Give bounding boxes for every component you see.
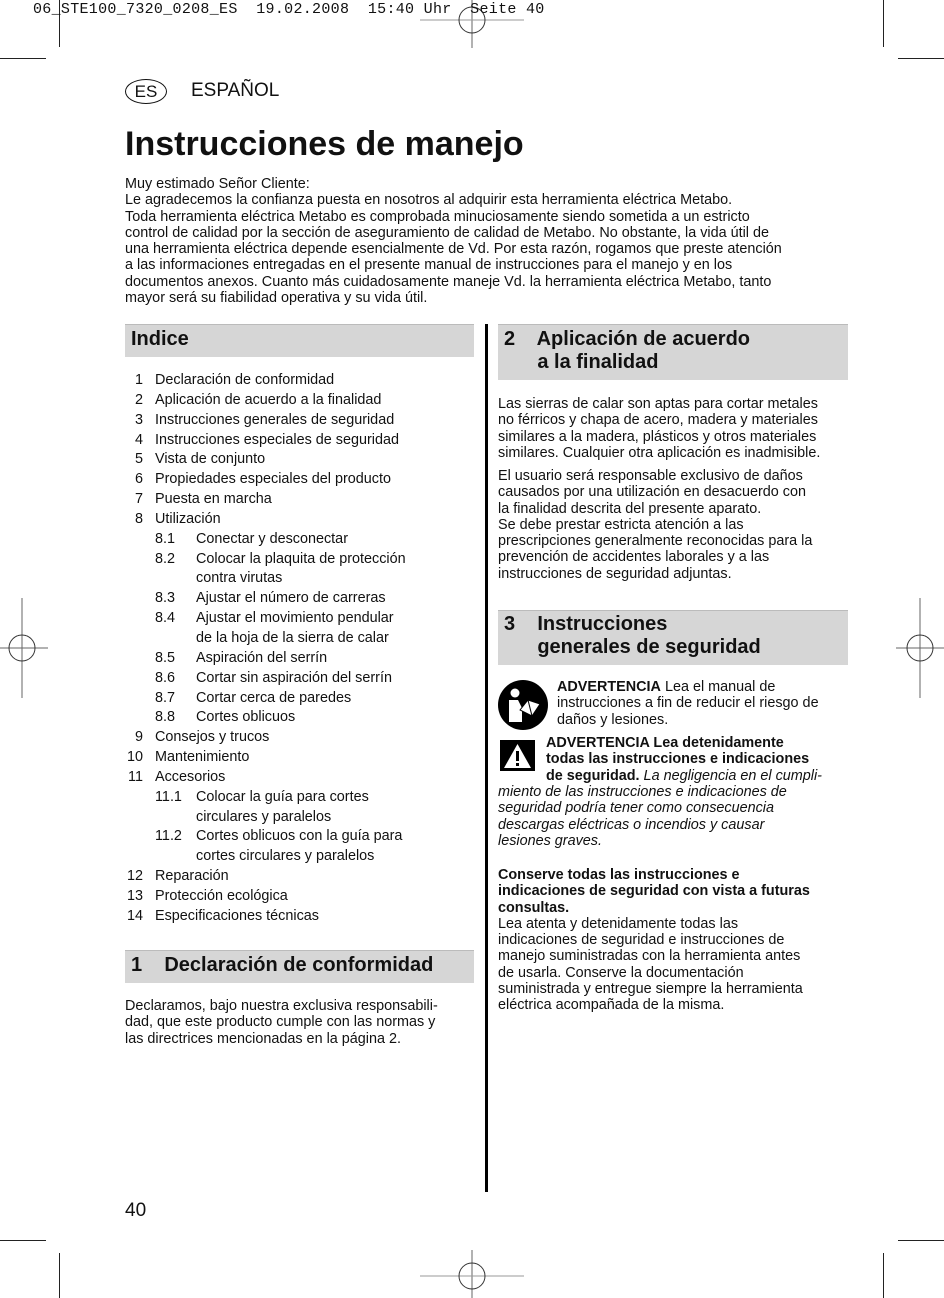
toc-label: Colocar la guía para cortes (196, 788, 369, 805)
toc-number: 8.2 (155, 550, 176, 567)
toc-item (125, 411, 475, 431)
toc-item (125, 431, 475, 451)
section-3-heading: 3 Instrucciones generales de seguridad (504, 613, 761, 658)
text-segment: indicaciones de seguridad e instrucciones de (498, 932, 785, 949)
toc-label: Ajustar el número de carreras (196, 590, 386, 607)
toc-label: Especificaciones técnicas (155, 907, 319, 924)
toc-item (125, 609, 475, 629)
index-heading: Indice (131, 328, 189, 350)
warning-triangle-icon (500, 740, 535, 771)
toc-item (125, 589, 475, 609)
page-title: Instrucciones de manejo (125, 125, 524, 163)
toc-number: 8.8 (155, 709, 176, 726)
warning-safety-instructions (546, 735, 822, 784)
text-line: dad, que este producto cumple con las normas y (125, 1014, 436, 1031)
toc-number: 2 (134, 391, 143, 408)
toc-label: Conectar y desconectar (196, 530, 348, 547)
text-segment: Lea atenta y detenidamente todas las (498, 915, 739, 932)
toc-number: 8.1 (155, 530, 176, 547)
text-segment: seguridad podría tener como consecuencia (498, 800, 774, 817)
toc-item (125, 827, 475, 847)
text-segment: manejo suministradas con la herramienta antes (498, 948, 801, 965)
toc-item (125, 490, 475, 510)
text-segment: todas las instrucciones e indicaciones (546, 751, 810, 768)
section-1-heading: 1 Declaración de conformidad (131, 954, 434, 976)
text-segment: eléctrica acompañada de la misma. (498, 997, 725, 1014)
toc-item (125, 788, 475, 808)
toc-item (125, 530, 475, 550)
text-segment: indicaciones de seguridad con vista a futuras (498, 883, 810, 900)
toc-label: Puesta en marcha (155, 491, 272, 508)
text-line: Le agradecemos la confianza puesta en nosotros al adquirir esta herramienta eléctrica Metabo. (125, 192, 733, 209)
toc-item (125, 689, 475, 709)
text-line: la finalidad descrita del presente aparato. (498, 500, 762, 517)
toc-number: 6 (134, 471, 143, 488)
toc-label: de la hoja de la sierra de calar (196, 629, 389, 646)
text-line: las directrices mencionadas en la página 2. (125, 1030, 401, 1047)
toc-number: 8.6 (155, 669, 176, 686)
keep-instructions-text (498, 867, 810, 1014)
text-line (498, 833, 787, 849)
toc-label: Mantenimiento (155, 749, 250, 766)
text-segment: La negligencia en el cumpli- (639, 767, 822, 784)
toc-item (125, 371, 475, 391)
text-segment: miento de las instrucciones e indicaciones de (498, 784, 787, 800)
text-line (498, 916, 810, 932)
toc-item (125, 510, 475, 530)
toc-item (125, 748, 475, 768)
toc-number: 8.7 (155, 689, 176, 706)
toc-label: Ajustar el movimiento pendular (196, 610, 394, 627)
crop-mark (883, 1253, 884, 1298)
toc-number: 8 (134, 510, 143, 527)
toc-label: Consejos y trucos (155, 729, 270, 746)
text-line (498, 817, 787, 833)
crop-mark (59, 1253, 60, 1298)
text-segment: lesiones graves. (498, 832, 602, 849)
text-segment: de seguridad. (546, 767, 640, 784)
text-segment: consultas. (498, 899, 570, 916)
text-segment: ADVERTENCIA Lea detenidamente (546, 735, 784, 751)
toc-label: Reparación (155, 868, 229, 885)
text-line: control de calidad por la sección de aseguramiento de calidad de Metabo. No obstante, la vida útil de (125, 224, 769, 241)
text-line: El usuario será responsable exclusivo de daños (498, 468, 803, 484)
text-line (498, 948, 810, 964)
toc-item (125, 708, 475, 728)
toc-label: Aplicación de acuerdo a la finalidad (155, 391, 382, 408)
language-label: ESPAÑOL (191, 80, 280, 101)
text-line (498, 900, 810, 916)
text-line: Toda herramienta eléctrica Metabo es comprobada minuciosamente siendo sometida a un estricto (125, 208, 750, 225)
toc-item (125, 669, 475, 689)
text-line: a las informaciones entregadas en el presente manual de instrucciones para el manejo y en los (125, 257, 733, 274)
toc-label: contra virutas (196, 570, 283, 587)
toc-number: 7 (134, 491, 143, 508)
toc-number: 10 (126, 749, 143, 766)
toc-item (125, 867, 475, 887)
text-line (557, 712, 819, 728)
text-line (498, 981, 810, 997)
toc-item (125, 470, 475, 490)
toc-item (125, 907, 475, 927)
toc-label: Instrucciones especiales de seguridad (155, 431, 399, 448)
page-number: 40 (125, 1200, 147, 1221)
text-line: Las sierras de calar son aptas para cortar metales (498, 396, 818, 412)
toc-number: 1 (134, 372, 143, 388)
toc-label: Utilización (155, 510, 221, 527)
toc-label: Cortar cerca de paredes (196, 689, 352, 706)
toc-number: 13 (126, 887, 143, 904)
section-2-heading: 2 Aplicación de acuerdo a la finalidad (504, 328, 750, 373)
text-line (498, 800, 787, 816)
toc-number: 3 (134, 411, 143, 428)
toc-label: Colocar la plaquita de protección (196, 550, 406, 567)
toc-number: 12 (126, 868, 143, 885)
toc-label: Aspiración del serrín (196, 649, 328, 666)
text-line: Se debe prestar estricta atención a las (498, 516, 744, 533)
toc-item (125, 629, 475, 649)
text-segment: suministrada y entregue siempre la herramienta (498, 981, 803, 998)
text-line (557, 679, 819, 695)
text-line: similares a la madera, plásticos y otros materiales (498, 428, 817, 445)
text-line (498, 932, 810, 948)
toc-label: Protección ecológica (155, 887, 288, 904)
intro-text (125, 176, 782, 306)
text-line: no férricos y chapa de acero, madera y materiales (498, 412, 818, 429)
text-segment: Lea el manual de (660, 679, 776, 695)
toc-number: 11.2 (155, 828, 182, 845)
language-badge: ES (125, 79, 167, 104)
warning-safety-instructions-cont (498, 784, 787, 849)
crop-mark (898, 1240, 944, 1241)
toc-item (125, 569, 475, 589)
text-segment: ADVERTENCIA (557, 679, 661, 695)
toc-label: Cortar sin aspiración del serrín (196, 669, 392, 686)
text-line (498, 965, 810, 981)
toc-number: 11 (128, 768, 143, 785)
print-slug: 06_STE100_7320_0208_ES 19.02.2008 15:40 Uhr Seite 40 (33, 1, 545, 18)
toc-item (125, 808, 475, 828)
text-line: similares. Cualquier otra aplicación es inadmisible. (498, 444, 821, 461)
toc-label: Instrucciones generales de seguridad (155, 411, 395, 428)
text-line (546, 751, 822, 767)
toc-number: 5 (134, 451, 143, 468)
text-line (498, 867, 810, 883)
column-divider (485, 324, 488, 1192)
registration-mark-icon (0, 598, 48, 698)
crop-mark (883, 0, 884, 47)
toc-label: Vista de conjunto (155, 451, 266, 468)
toc-number: 11.1 (155, 788, 182, 805)
section-1-body (125, 998, 438, 1047)
toc-label: circulares y paralelos (196, 808, 332, 825)
toc-number: 8.3 (155, 590, 176, 607)
toc-item (125, 728, 475, 748)
text-line (546, 768, 822, 784)
text-line: prevención de accidentes laborales y a las (498, 549, 770, 566)
toc-label: Propiedades especiales del producto (155, 471, 392, 488)
text-line: instrucciones de seguridad adjuntas. (498, 565, 732, 582)
toc-item (125, 391, 475, 411)
toc-number: 14 (126, 907, 143, 924)
toc-label: Accesorios (155, 768, 226, 785)
text-line: causados por una utilización en desacuerdo con (498, 484, 807, 501)
toc-item (125, 768, 475, 788)
text-line: documentos anexos. Cuanto más cuidadosamente maneje Vd. la herramienta eléctrica Metabo, tanto (125, 273, 772, 290)
text-line (498, 784, 787, 800)
toc-label: Cortes oblicuos con la guía para (196, 828, 403, 845)
toc-label: Cortes oblicuos (196, 709, 296, 726)
crop-mark (898, 58, 944, 59)
toc-label: cortes circulares y paralelos (196, 848, 375, 865)
text-line (546, 735, 822, 751)
toc-item (125, 450, 475, 470)
section-2-paragraph (498, 468, 812, 582)
text-line: Muy estimado Señor Cliente: (125, 176, 310, 192)
text-line: Declaramos, bajo nuestra exclusiva responsabili- (125, 998, 438, 1014)
text-line: prescripciones generalmente reconocidas para la (498, 533, 813, 550)
text-line: una herramienta eléctrica depende esencialmente de Vd. Por esta razón, rogamos que preste atención (125, 241, 782, 258)
text-segment: daños y lesiones. (557, 711, 669, 728)
section-2-paragraph (498, 396, 820, 461)
text-segment: de usarla. Conserve la documentación (498, 964, 744, 981)
text-line (498, 883, 810, 899)
crop-mark (0, 58, 46, 59)
text-line (498, 997, 810, 1013)
text-line (557, 695, 819, 711)
toc-item (125, 847, 475, 867)
toc-item (125, 887, 475, 907)
registration-mark-icon (420, 1250, 524, 1298)
warning-read-manual (557, 679, 819, 728)
crop-mark (0, 1240, 46, 1241)
registration-mark-icon (896, 598, 944, 698)
toc-number: 4 (134, 431, 143, 448)
text-segment: descargas eléctricas o incendios y causar (498, 816, 765, 833)
toc-item (125, 550, 475, 570)
read-manual-icon (498, 680, 548, 730)
toc-number: 8.4 (155, 610, 176, 627)
toc-label: Declaración de conformidad (155, 372, 335, 388)
text-line: mayor será su fiabilidad operativa y su vida útil. (125, 290, 428, 307)
table-of-contents (125, 371, 475, 927)
text-segment: instrucciones a fin de reducir el riesgo de (557, 695, 819, 712)
toc-item (125, 649, 475, 669)
toc-number: 8.5 (155, 649, 176, 666)
toc-number: 9 (134, 729, 143, 746)
text-segment: Conserve todas las instrucciones e (498, 867, 740, 883)
